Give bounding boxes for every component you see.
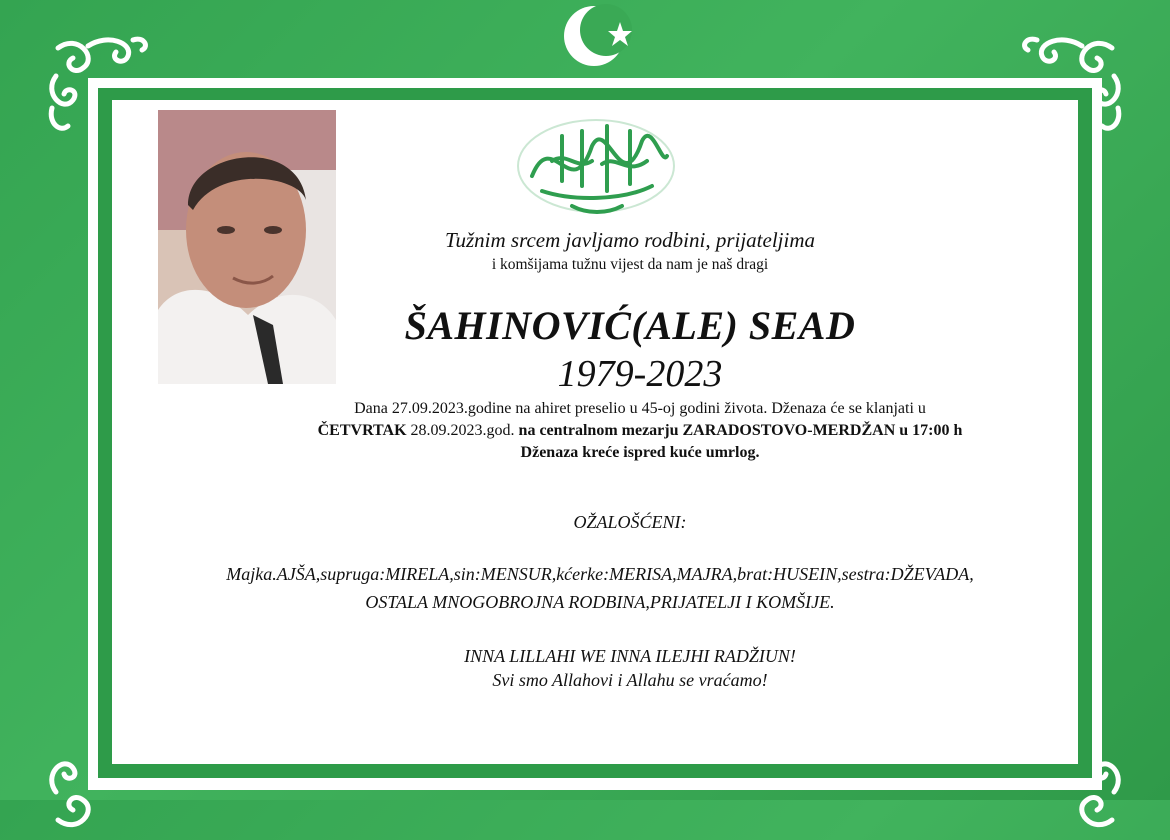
details-day: ČETVRTAK (317, 422, 407, 439)
portrait-photo (158, 110, 336, 384)
details-line-3: Dženaza kreće ispred kuće umrlog. (520, 444, 760, 461)
details-place: na centralnom mezarju ZARADOSTOVO-MERDŽAN u 17:00 h (514, 422, 963, 439)
crescent-star-icon (560, 0, 640, 72)
mourners-heading: OŽALOŠĆENI: (573, 512, 687, 532)
details-date: 28.09.2023.god. (406, 422, 515, 439)
mourners-line-2: OSTALA MNOGOBROJNA RODBINA,PRIJATELJI I KOMŠIJE. (365, 592, 835, 612)
deceased-name: ŠAHINOVIĆ(ALE) SEAD (404, 303, 856, 348)
details-line-1: Dana 27.09.2023.godine na ahiret preselio u 45-oj godini života. Dženaza će se klanjati u (354, 400, 926, 417)
mourners-line-1: Majka.AJŠA,supruga:MIRELA,sin:MENSUR,kćerke:MERISA,MAJRA,brat:HUSEIN,sestra:DŽEVADA, (226, 564, 974, 584)
closing-line-1: INNA LILLAHI WE INNA ILEJHI RADŽIUN! (464, 646, 796, 666)
bismillah-calligraphy (512, 106, 680, 218)
details-line-2 (180, 422, 1100, 440)
intro-line-2: i komšijama tužnu vijest da nam je naš dragi (491, 256, 769, 273)
deceased-years: 1979-2023 (557, 353, 723, 395)
intro-line-1: Tužnim srcem javljamo rodbini, prijateljima (444, 228, 816, 252)
closing-line-2: Svi smo Allahovi i Allahu se vraćamo! (492, 670, 768, 690)
